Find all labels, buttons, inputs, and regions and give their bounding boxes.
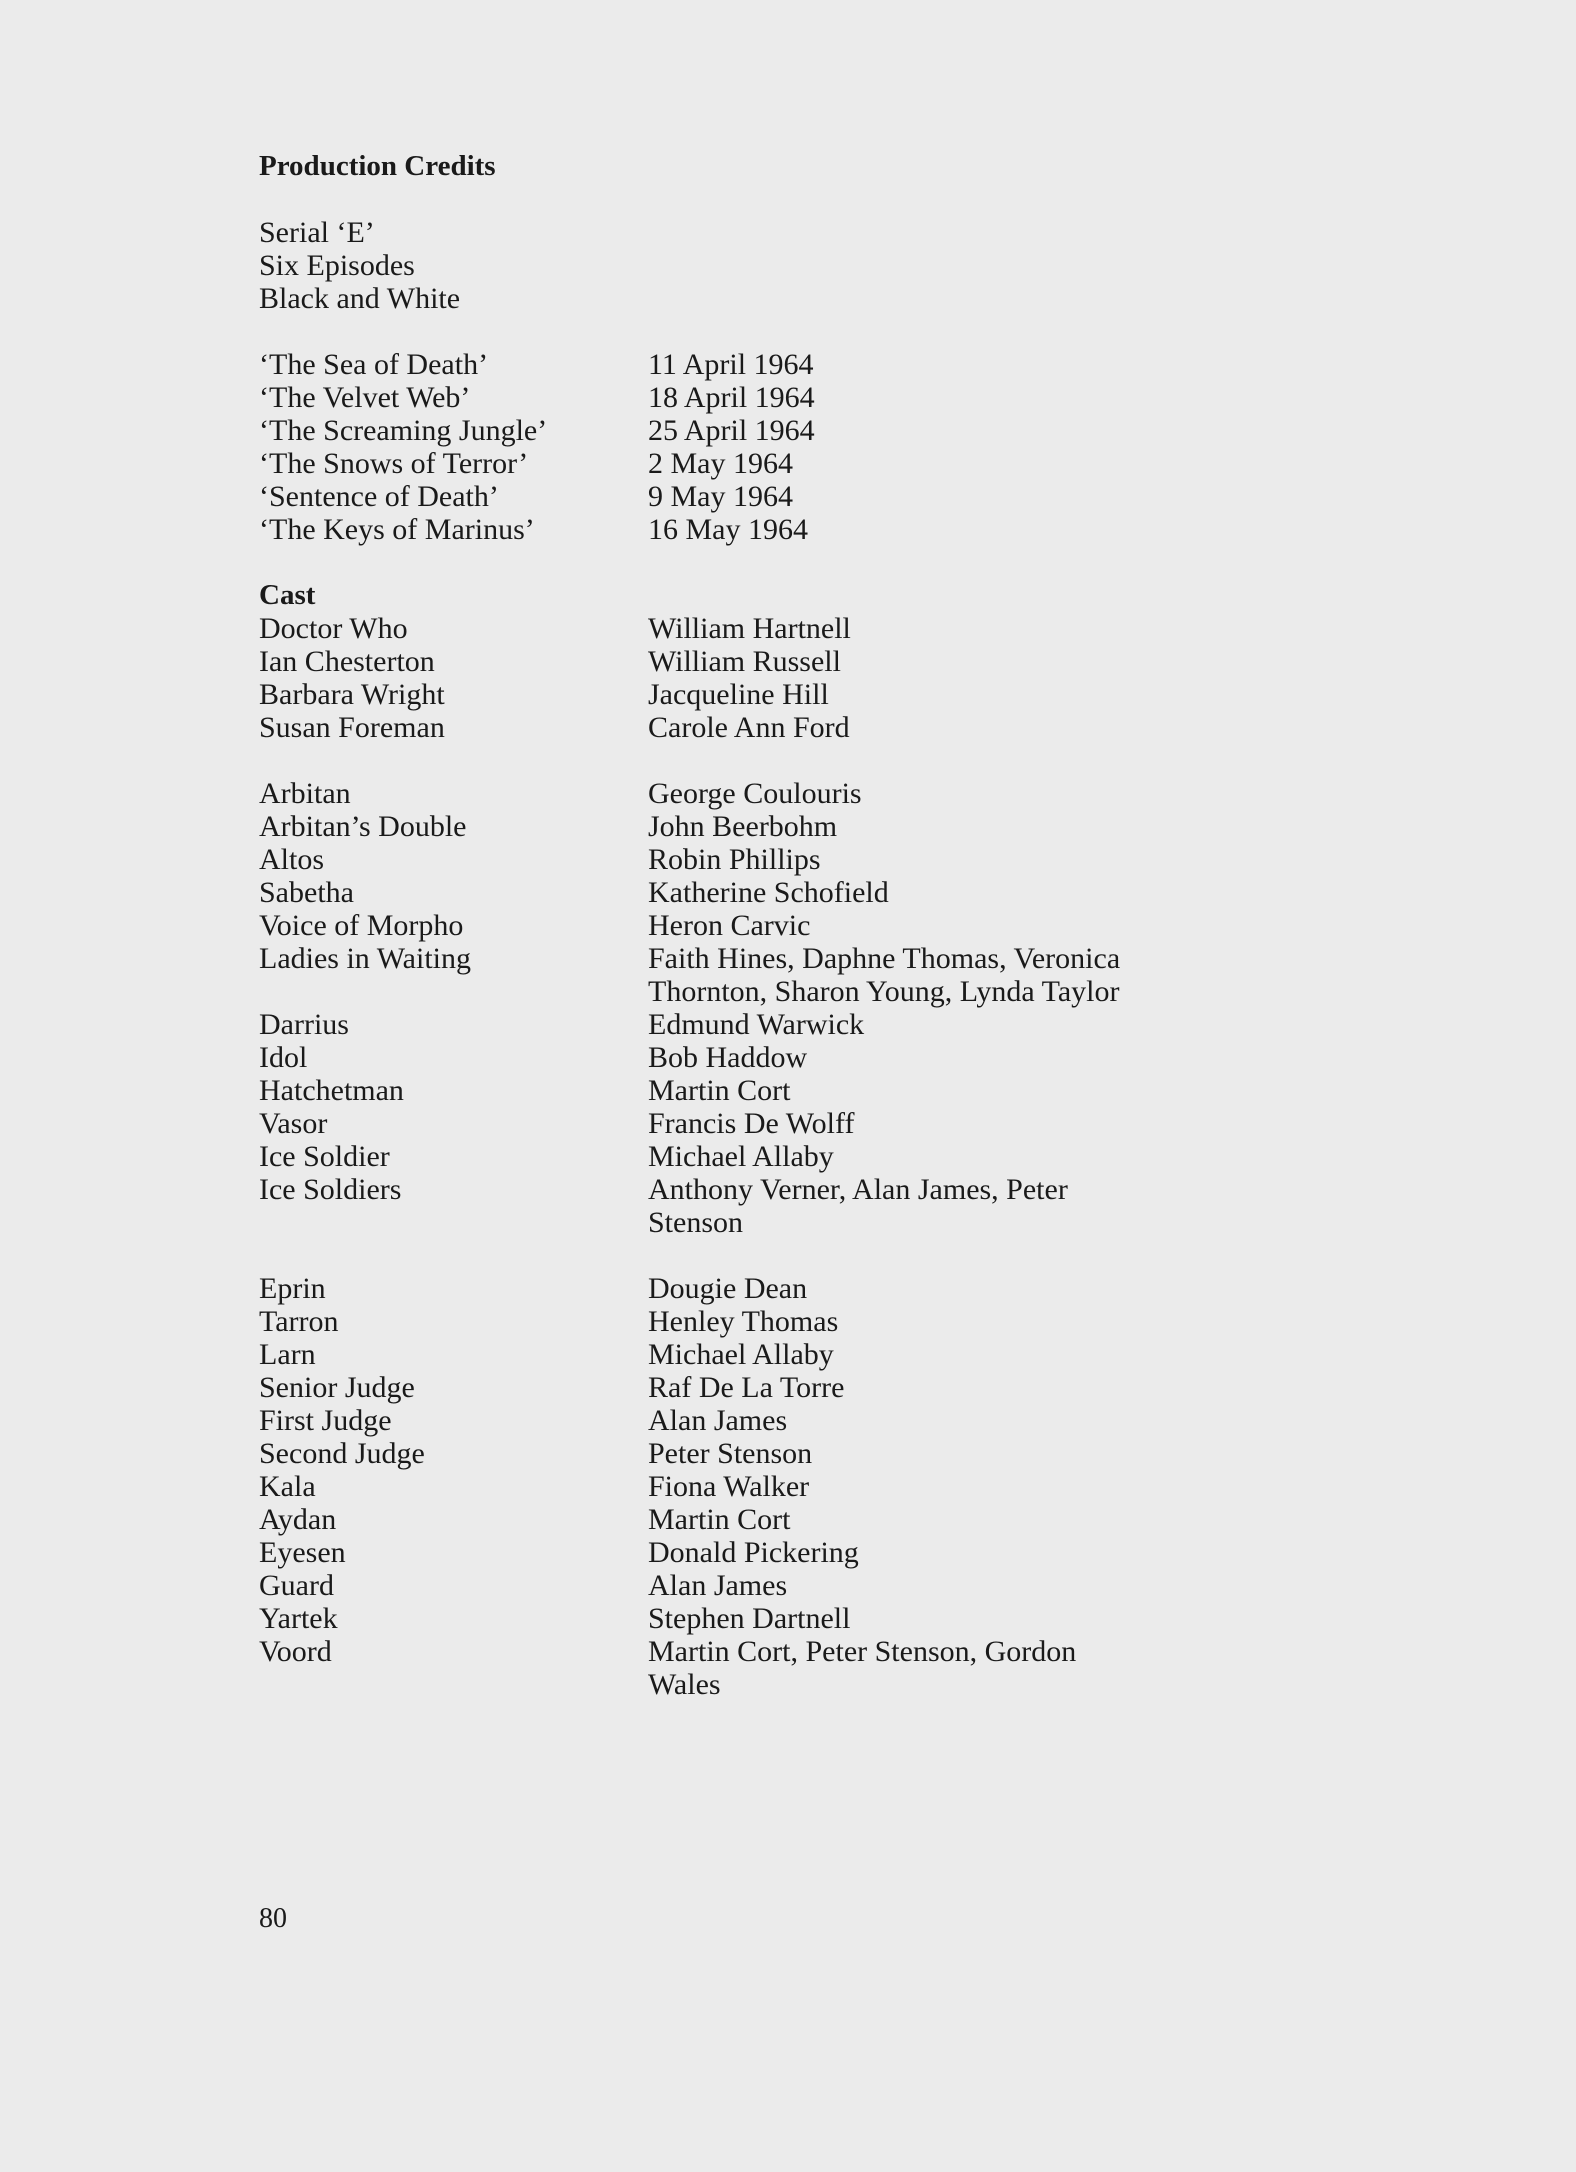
- cast-row: [259, 909, 1359, 942]
- cast-actor: Henley Thomas: [648, 1305, 839, 1338]
- page-title: Production Credits: [259, 150, 496, 182]
- cast-row: [259, 1371, 1359, 1404]
- episode-title: ‘The Velvet Web’: [259, 381, 471, 414]
- cast-role: Arbitan’s Double: [259, 810, 467, 843]
- cast-role: Eyesen: [259, 1536, 346, 1569]
- cast-row: [259, 843, 1359, 876]
- cast-actor: Heron Carvic: [648, 909, 811, 942]
- cast-role: Kala: [259, 1470, 316, 1503]
- cast-row: [259, 1635, 1359, 1701]
- cast-role: Eprin: [259, 1272, 326, 1305]
- episode-count: Six Episodes: [259, 249, 415, 282]
- episode-row: [259, 381, 1359, 414]
- cast-role: Doctor Who: [259, 612, 408, 645]
- cast-role: Senior Judge: [259, 1371, 415, 1404]
- cast-actor: Peter Stenson: [648, 1437, 813, 1470]
- cast-actor: Jacqueline Hill: [648, 678, 829, 711]
- episode-row: [259, 447, 1359, 480]
- cast-actor: Katherine Schofield: [648, 876, 889, 909]
- cast-actor: Martin Cort, Peter Stenson, Gordon Wales: [648, 1635, 1077, 1701]
- episode-list: [259, 348, 1359, 546]
- cast-row: [259, 1569, 1359, 1602]
- cast-row: [259, 1536, 1359, 1569]
- cast-row: [259, 1107, 1359, 1140]
- cast-role: Ian Chesterton: [259, 645, 435, 678]
- episode-row: [259, 480, 1359, 513]
- cast-role: Idol: [259, 1041, 308, 1074]
- cast-group-main: [259, 612, 1359, 744]
- cast-row: [259, 645, 1359, 678]
- cast-row: [259, 1008, 1359, 1041]
- serial-code: Serial ‘E’: [259, 216, 375, 249]
- cast-role: Second Judge: [259, 1437, 425, 1470]
- episode-title: ‘The Screaming Jungle’: [259, 414, 548, 447]
- cast-actor: Fiona Walker: [648, 1470, 810, 1503]
- cast-actor: Bob Haddow: [648, 1041, 808, 1074]
- cast-actor: William Russell: [648, 645, 841, 678]
- episode-row: [259, 414, 1359, 447]
- cast-row: [259, 1074, 1359, 1107]
- cast-actor: Francis De Wolff: [648, 1107, 855, 1140]
- cast-row: [259, 1338, 1359, 1371]
- episode-title: ‘Sentence of Death’: [259, 480, 499, 513]
- cast-role: Ice Soldier: [259, 1140, 390, 1173]
- cast-row: [259, 1404, 1359, 1437]
- cast-role: Ice Soldiers: [259, 1173, 402, 1206]
- cast-row: [259, 1041, 1359, 1074]
- cast-actor: Donald Pickering: [648, 1536, 859, 1569]
- cast-row: [259, 942, 1359, 1008]
- cast-role: Arbitan: [259, 777, 351, 810]
- cast-row: [259, 777, 1359, 810]
- cast-actor: Anthony Verner, Alan James, Peter Stenson: [648, 1173, 1068, 1239]
- cast-row: [259, 1602, 1359, 1635]
- cast-role: Barbara Wright: [259, 678, 445, 711]
- page-number: 80: [259, 1903, 287, 1934]
- cast-actor: Michael Allaby: [648, 1338, 834, 1371]
- cast-role: First Judge: [259, 1404, 392, 1437]
- episode-date: 16 May 1964: [648, 513, 808, 546]
- episode-row: [259, 348, 1359, 381]
- cast-role: Darrius: [259, 1008, 349, 1041]
- cast-role: Voord: [259, 1635, 332, 1668]
- cast-role: Larn: [259, 1338, 316, 1371]
- cast-role: Yartek: [259, 1602, 338, 1635]
- credits-page: [259, 150, 1359, 1701]
- cast-row: [259, 810, 1359, 843]
- cast-role: Sabetha: [259, 876, 354, 909]
- episode-date: 11 April 1964: [648, 348, 814, 381]
- cast-row: [259, 711, 1359, 744]
- cast-row: [259, 1173, 1359, 1239]
- cast-actor: Martin Cort: [648, 1503, 791, 1536]
- cast-actor: Faith Hines, Daphne Thomas, Veronica Thornton, Sharon Young, Lynda Taylor: [648, 942, 1121, 1008]
- cast-actor: Raf De La Torre: [648, 1371, 845, 1404]
- episode-row: [259, 513, 1359, 546]
- cast-row: [259, 1140, 1359, 1173]
- cast-actor: Michael Allaby: [648, 1140, 834, 1173]
- cast-row: [259, 1272, 1359, 1305]
- cast-actor: Stephen Dartnell: [648, 1602, 851, 1635]
- cast-role: Hatchetman: [259, 1074, 404, 1107]
- cast-row: [259, 876, 1359, 909]
- cast-row: [259, 1503, 1359, 1536]
- cast-role: Tarron: [259, 1305, 339, 1338]
- cast-actor: William Hartnell: [648, 612, 851, 645]
- cast-role: Ladies in Waiting: [259, 942, 471, 975]
- cast-role: Voice of Morpho: [259, 909, 464, 942]
- cast-actor: Dougie Dean: [648, 1272, 808, 1305]
- cast-row: [259, 1305, 1359, 1338]
- episode-title: ‘The Sea of Death’: [259, 348, 489, 381]
- episode-title: ‘The Keys of Marinus’: [259, 513, 535, 546]
- color-format: Black and White: [259, 282, 461, 315]
- cast-row: [259, 1470, 1359, 1503]
- cast-row: [259, 1437, 1359, 1470]
- cast-actor: Martin Cort: [648, 1074, 791, 1107]
- serial-info: [259, 216, 1359, 315]
- cast-role: Aydan: [259, 1503, 337, 1536]
- cast-role: Susan Foreman: [259, 711, 445, 744]
- cast-row: [259, 678, 1359, 711]
- cast-actor: Robin Phillips: [648, 843, 821, 876]
- episode-date: 2 May 1964: [648, 447, 793, 480]
- cast-actor: Alan James: [648, 1569, 788, 1602]
- cast-actor: Alan James: [648, 1404, 788, 1437]
- episode-title: ‘The Snows of Terror’: [259, 447, 529, 480]
- cast-actor: George Coulouris: [648, 777, 862, 810]
- episode-date: 18 April 1964: [648, 381, 815, 414]
- episode-date: 25 April 1964: [648, 414, 815, 447]
- cast-actor: Edmund Warwick: [648, 1008, 865, 1041]
- cast-heading: Cast: [259, 579, 316, 611]
- cast-group-guest-2: [259, 1272, 1359, 1701]
- cast-actor: John Beerbohm: [648, 810, 838, 843]
- cast-role: Altos: [259, 843, 325, 876]
- cast-role: Guard: [259, 1569, 334, 1602]
- episode-date: 9 May 1964: [648, 480, 793, 513]
- cast-role: Vasor: [259, 1107, 328, 1140]
- cast-actor: Carole Ann Ford: [648, 711, 850, 744]
- cast-row: [259, 612, 1359, 645]
- cast-group-guest-1: [259, 777, 1359, 1239]
